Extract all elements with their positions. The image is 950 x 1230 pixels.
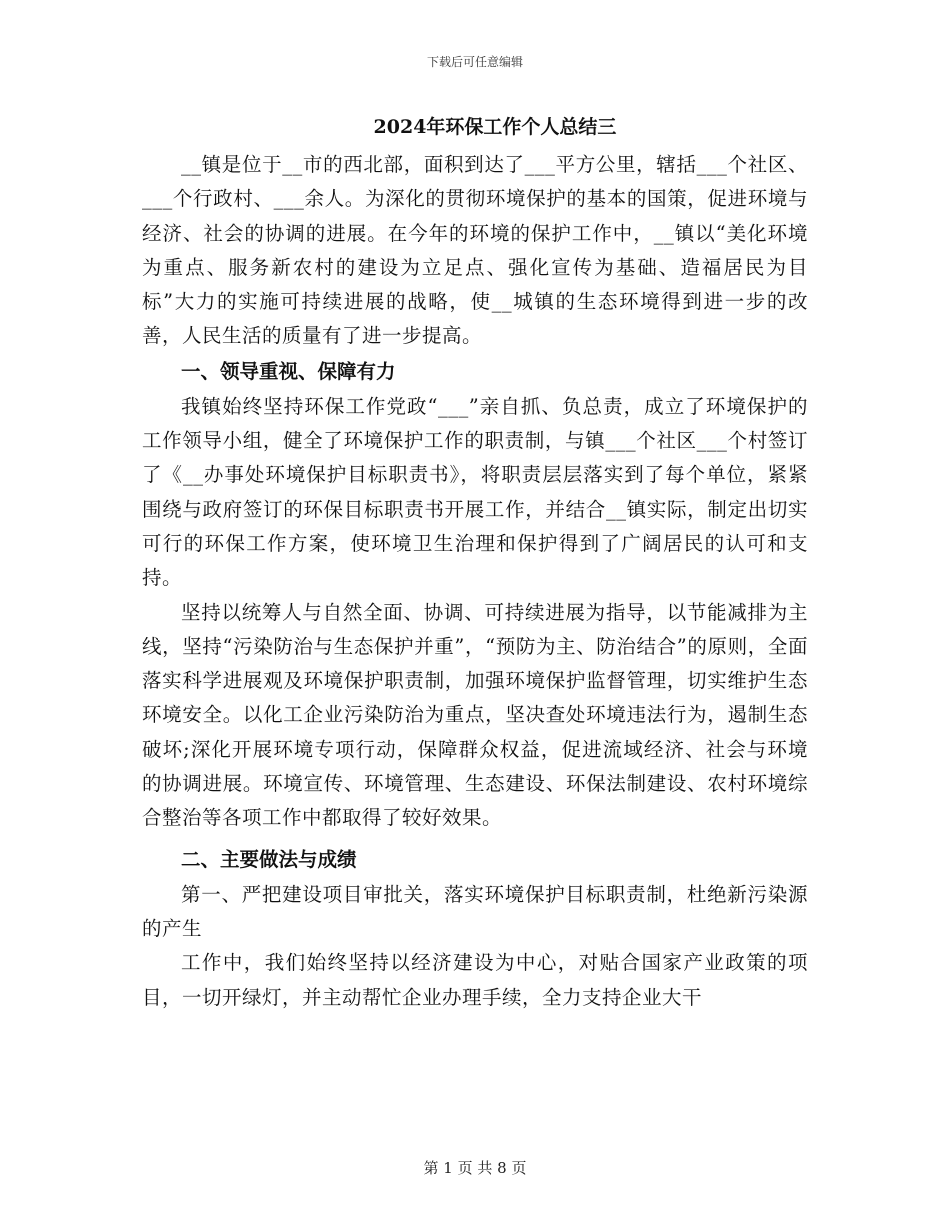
section-1-paragraph-1: 我镇始终坚持环保工作党政“___”亲自抓、负总责，成立了环境保护的工作领导小组，健全了环境保护工作的职责制，与镇___个社区___个村签订了《__办事处环境保护目标职责书》，将职责层层落实到了每个单位，紧紧围绕与政府签订的环保目标职责书开展工作，并结合__镇实际，制定出切实可行的环保工作方案，使环境卫生治理和保护得到了广阔居民的认可和支持。 — [142, 394, 808, 590]
page-footer: 第 1 页 共 8 页 — [423, 1159, 527, 1177]
section-1-heading: 一、领导重视、保障有力 — [181, 359, 396, 383]
page-header-note: 下载后可任意编辑 — [426, 55, 523, 69]
section-2-paragraph-1: 第一、严把建设项目审批关，落实环境保护目标职责制，杜绝新污染源的产生 — [142, 882, 808, 940]
section-2-paragraph-2: 工作中，我们始终坚持以经济建设为中心，对贴合国家产业政策的项目，一切开绿灯，并主动帮忙企业办理手续，全力支持企业大干 — [142, 951, 808, 1009]
document-body — [142, 112, 808, 1015]
intro-paragraph: __镇是位于__市的西北部，面积到达了___平方公里，辖括___个社区、___个行政村、___余人。为深化的贯彻环境保护的基本的国策，促进环境与经济、社会的协调的进展。在今年的环境的保护工作中，__镇以“美化环境为重点、服务新农村的建设为立足点、强化宣传为基础、造福居民为目标”大力的实施可持续进展的战略，使__城镇的生态环境得到进一步的改善，人民生活的质量有了进一步提高。 — [142, 153, 808, 348]
section-1-paragraph-2: 坚持以统筹人与自然全面、协调、可持续进展为指导，以节能减排为主线，坚持“污染防治与生态保护并重”，“预防为主、防治结合”的原则，全面落实科学进展观及环境保护职责制，加强环境保护监督管理，切实维护生态环境安全。以化工企业污染防治为重点，坚决查处环境违法行为，遏制生态破坏;深化开展环境专项行动，保障群众权益，促进流域经济、社会与环境的协调进展。环境宣传、环境管理、生态建设、环保法制建设、农村环境综合整治等各项工作中都取得了较好效果。 — [142, 600, 808, 830]
section-2-heading: 二、主要做法与成绩 — [181, 847, 357, 871]
document-title: 2024年环保工作个人总结三 — [373, 116, 617, 138]
